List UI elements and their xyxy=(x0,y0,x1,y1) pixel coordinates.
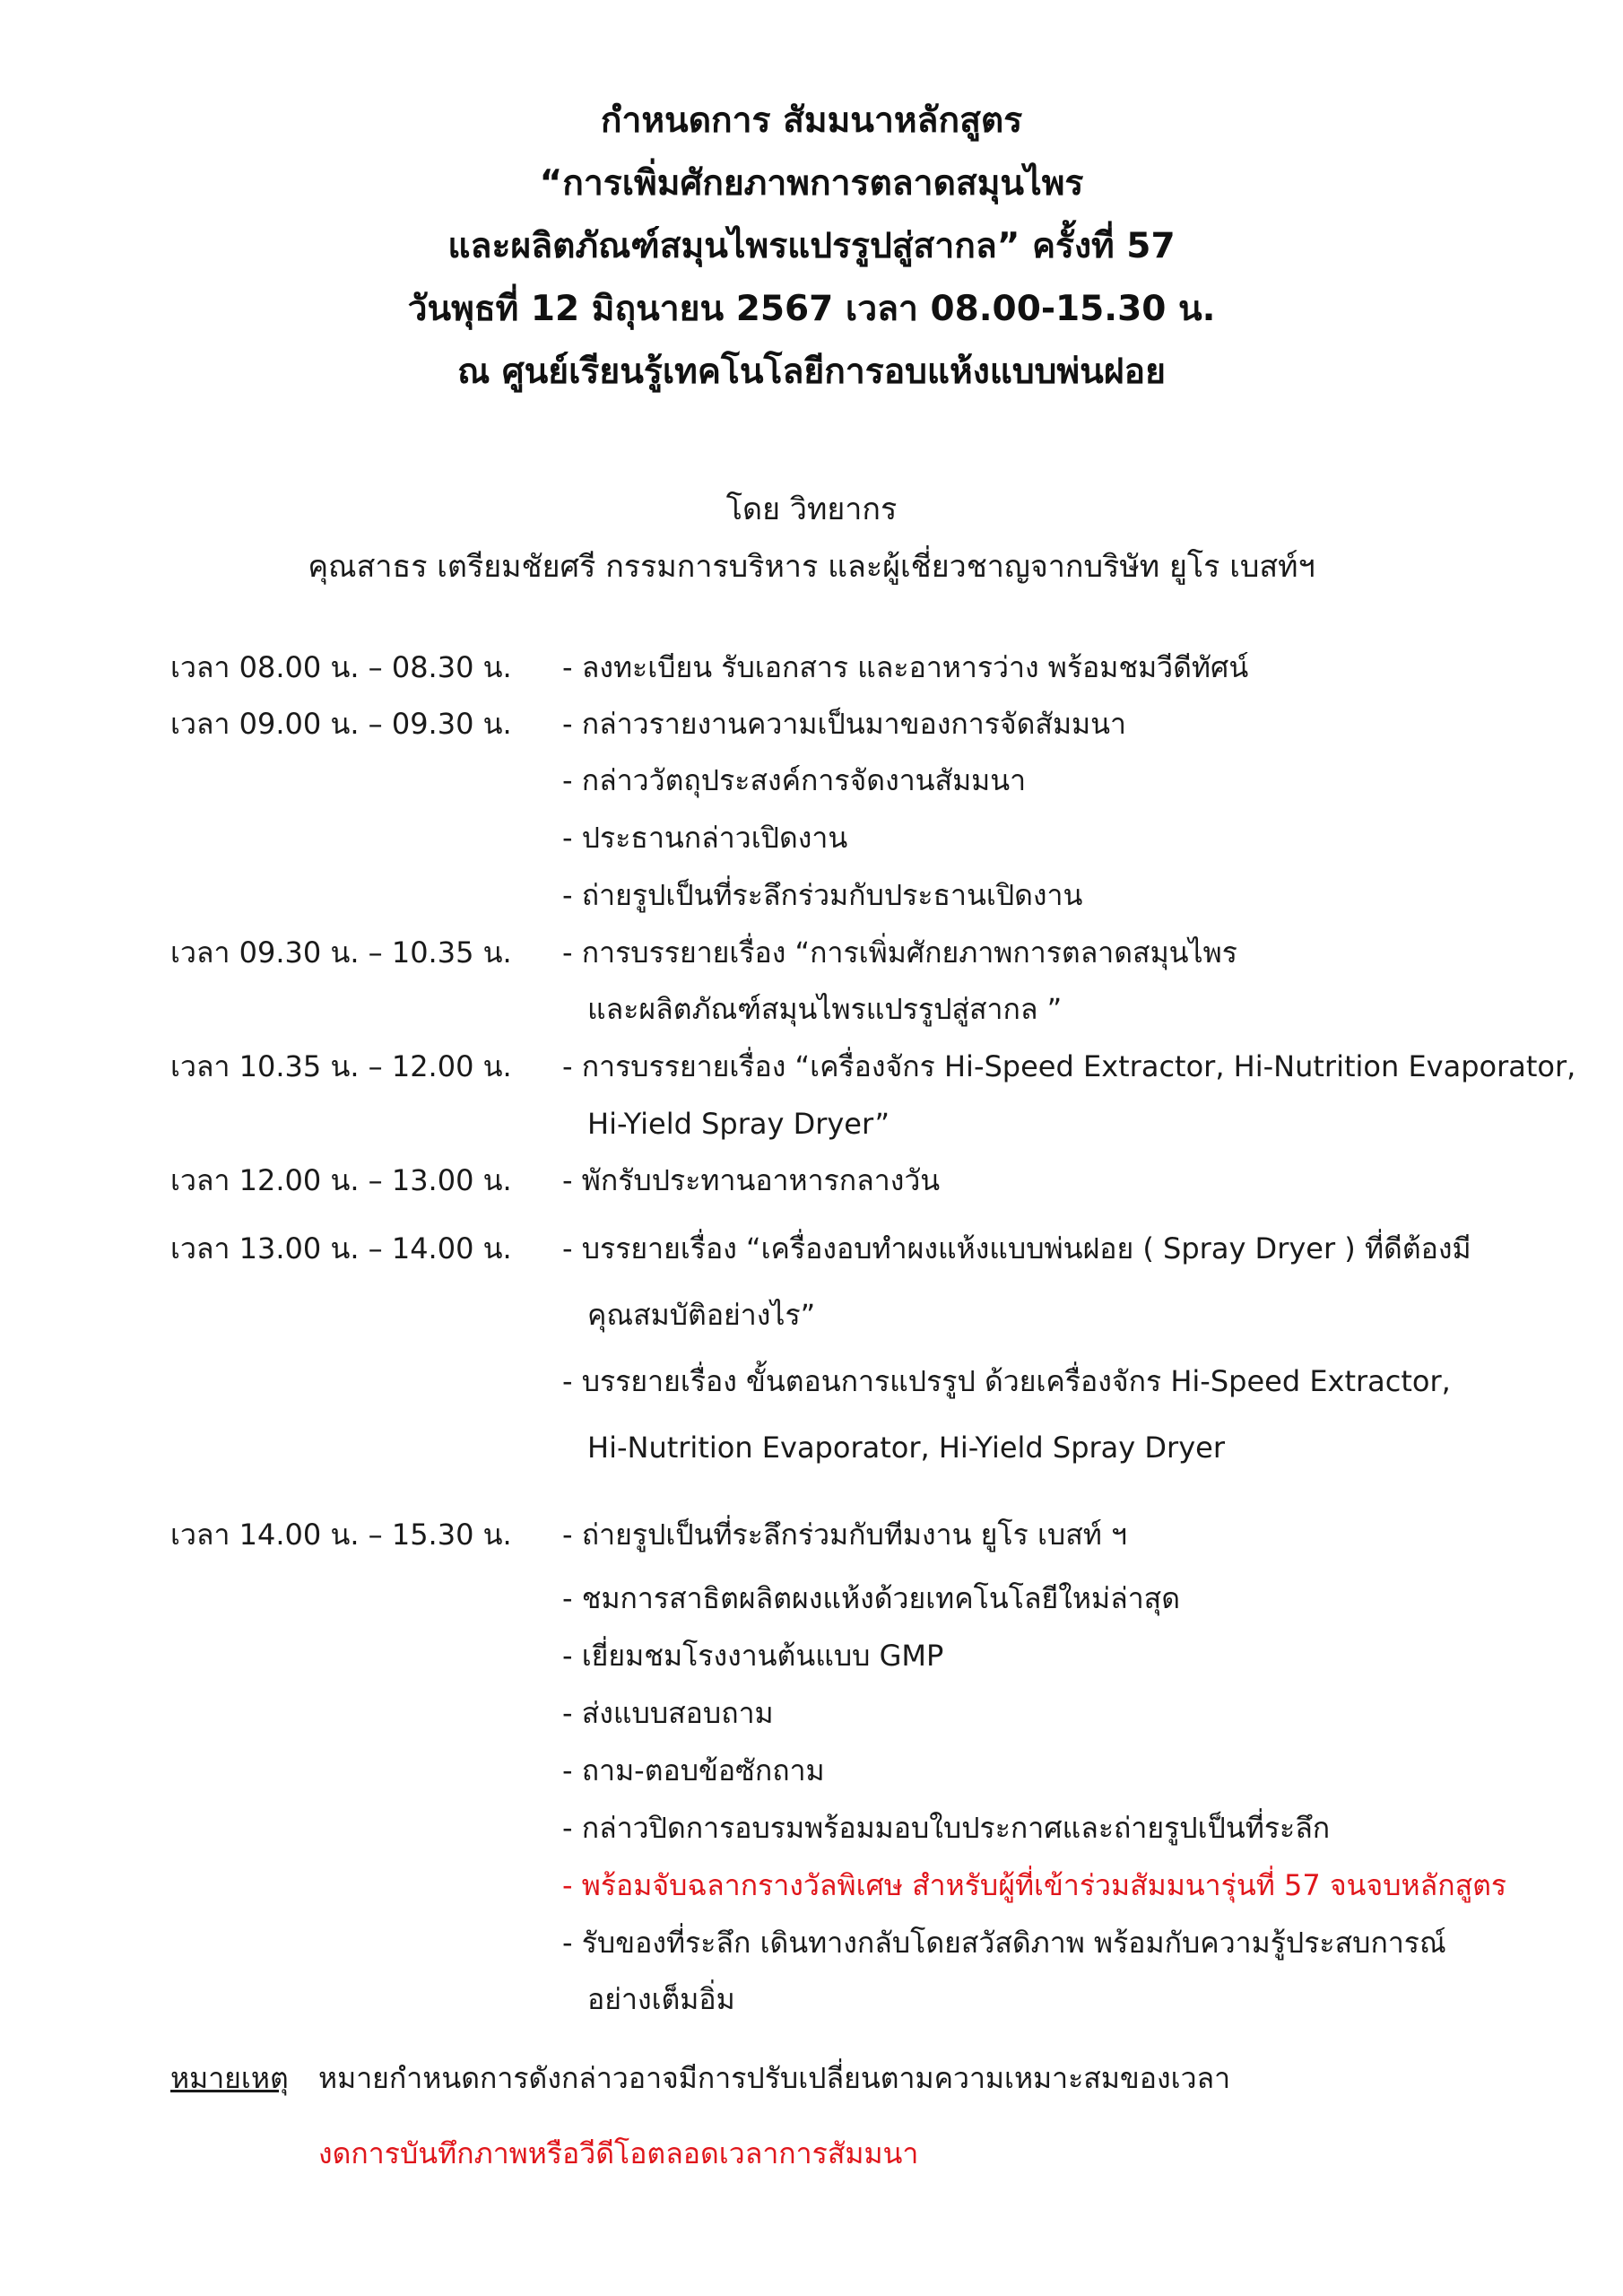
header-title: กำหนดการ สัมมนาหลักสูตร xyxy=(600,100,1023,141)
schedule-item: - ชมการสาธิตผลิตผงแห้งด้วยเทคโนโลยีใหม่ล่าสุด xyxy=(562,1581,1180,1615)
schedule-item: - เยี่ยมชมโรงงานต้นแบบ GMP xyxy=(562,1639,944,1673)
note-text: งดการบันทึกภาพหรือวีดีโอตลอดเวลาการสัมมนา xyxy=(318,2136,919,2170)
schedule-item-continued: และผลิตภัณฑ์สมุนไพรแปรรูปสู่สากล ” xyxy=(587,992,1063,1026)
header-venue: ณ ศูนย์เรียนรู้เทคโนโลยีการอบแห้งแบบพ่นฝอย xyxy=(457,352,1166,392)
schedule-item: - พร้อมจับฉลากรางวัลพิเศษ สำหรับผู้ที่เข้าร่วมสัมมนารุ่นที่ 57 จนจบหลักสูตร xyxy=(562,1868,1507,1902)
schedule-row xyxy=(0,1749,1623,1792)
note-line xyxy=(0,2057,1623,2100)
document-header xyxy=(0,90,1623,404)
schedule-time: เวลา 14.00 น. – 15.30 น. xyxy=(170,1518,512,1552)
schedule-item: - ส่งแบบสอบถาม xyxy=(562,1696,774,1730)
schedule-item: - ลงทะเบียน รับเอกสาร และอาหารว่าง พร้อมชมวีดีทัศน์ xyxy=(562,650,1249,684)
schedule-row xyxy=(0,874,1623,917)
schedule-row xyxy=(0,1806,1623,1849)
schedule-item: - กล่าววัตถุประสงค์การจัดงานสัมมนา xyxy=(562,763,1027,797)
schedule-item: - ประธานกล่าวเปิดงาน xyxy=(562,821,848,855)
schedule-row xyxy=(0,1513,1623,1556)
schedule-item: - การบรรยายเรื่อง “เครื่องจักร Hi-Speed Extractor, Hi-Nutrition Evaporator, xyxy=(562,1049,1576,1083)
schedule-item: - การบรรยายเรื่อง “การเพิ่มศักยภาพการตลาดสมุนไพร xyxy=(562,935,1237,970)
schedule-item-continued: Hi-Yield Spray Dryer” xyxy=(587,1107,890,1141)
schedule-row xyxy=(0,987,1623,1031)
schedule-item: - บรรยายเรื่อง “เครื่องอบทำผงแห้งแบบพ่นฝอย ( Spray Dryer ) ที่ดีต้องมี xyxy=(562,1231,1471,1265)
header-course-name-cont: และผลิตภัณฑ์สมุนไพรแปรรูปสู่สากล” ครั้งที่ 57 xyxy=(447,226,1176,266)
schedule-row xyxy=(0,1921,1623,1964)
schedule-time: เวลา 09.30 น. – 10.35 น. xyxy=(170,935,512,970)
schedule-item-continued: อย่างเต็มอิ่ม xyxy=(587,1982,735,2016)
note-line-warning xyxy=(0,2132,1623,2175)
schedule-item: - บรรยายเรื่อง ขั้นตอนการแปรรูป ด้วยเครื่องจักร Hi-Speed Extractor, xyxy=(562,1364,1451,1398)
schedule-time: เวลา 08.00 น. – 08.30 น. xyxy=(170,650,512,684)
schedule-row xyxy=(0,759,1623,802)
schedule-item: - กล่าวรายงานความเป็นมาของการจัดสัมมนา xyxy=(562,707,1126,741)
schedule-time: เวลา 12.00 น. – 13.00 น. xyxy=(170,1163,512,1197)
schedule-row xyxy=(0,1360,1623,1403)
schedule-row xyxy=(0,1577,1623,1620)
schedule-item: - ถาม-ตอบข้อซักถาม xyxy=(562,1753,825,1787)
speaker-block xyxy=(0,481,1623,596)
schedule-row xyxy=(0,1227,1623,1270)
speaker-detail: คุณสาธร เตรียมชัยศรี กรรมการบริหาร และผู้เชี่ยวชาญจากบริษัท ยูโร เบสท์ฯ xyxy=(308,549,1315,585)
speaker-label: โดย วิทยากร xyxy=(725,491,898,527)
header-date-time: วันพุธที่ 12 มิถุนายน 2567 เวลา 08.00-15.30 น. xyxy=(407,289,1216,329)
schedule-row xyxy=(0,1692,1623,1735)
schedule-row xyxy=(0,646,1623,689)
schedule-row xyxy=(0,1045,1623,1088)
schedule-item-continued: คุณสมบัติอย่างไร” xyxy=(587,1298,816,1332)
schedule-item-continued: Hi-Nutrition Evaporator, Hi-Yield Spray Dryer xyxy=(587,1431,1225,1465)
schedule-item: - ถ่ายรูปเป็นที่ระลึกร่วมกับทีมงาน ยูโร เบสท์ ฯ xyxy=(562,1518,1127,1552)
schedule-item: - รับของที่ระลึก เดินทางกลับโดยสวัสดิภาพ พร้อมกับความรู้ประสบการณ์ xyxy=(562,1926,1446,1960)
schedule-row xyxy=(0,1426,1623,1469)
schedule-row xyxy=(0,1159,1623,1202)
note-label: หมายเหตุ xyxy=(170,2061,289,2095)
schedule-row xyxy=(0,1293,1623,1336)
schedule-time: เวลา 13.00 น. – 14.00 น. xyxy=(170,1231,512,1265)
schedule-item: - ถ่ายรูปเป็นที่ระลึกร่วมกับประธานเปิดงาน xyxy=(562,878,1083,912)
schedule-row xyxy=(0,1102,1623,1145)
schedule-time: เวลา 09.00 น. – 09.30 น. xyxy=(170,707,512,741)
schedule-row xyxy=(0,816,1623,859)
schedule-row xyxy=(0,1978,1623,2021)
schedule-row xyxy=(0,931,1623,974)
header-course-name: “การเพิ่มศักยภาพการตลาดสมุนไพร xyxy=(539,163,1084,204)
schedule-item: - พักรับประทานอาหารกลางวัน xyxy=(562,1163,941,1197)
schedule-row xyxy=(0,1634,1623,1677)
schedule-row-highlight xyxy=(0,1864,1623,1907)
schedule-time: เวลา 10.35 น. – 12.00 น. xyxy=(170,1049,512,1083)
note-text: หมายกำหนดการดังกล่าวอาจมีการปรับเปลี่ยนตามความเหมาะสมของเวลา xyxy=(318,2061,1231,2095)
schedule-row xyxy=(0,702,1623,745)
schedule-item: - กล่าวปิดการอบรมพร้อมมอบใบประกาศและถ่ายรูปเป็นที่ระลึก xyxy=(562,1811,1331,1845)
